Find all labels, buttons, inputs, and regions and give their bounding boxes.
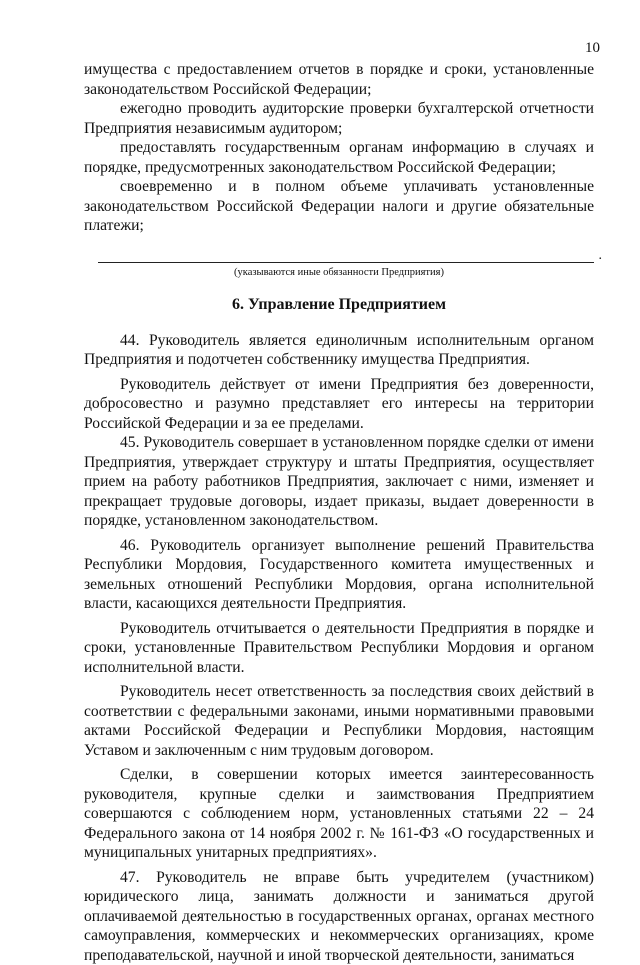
fill-in-end-mark: . [599, 246, 603, 266]
paragraph-46-deals: Сделки, в совершении которых имеется заинтересованность руководителя, крупные сделки и заимствования Предприятием совершаются с соблюдением норм, установленных статьями 22 – 24 Федерального закона от 14 ноября 2002 г. № 161-ФЗ «О государственных и муниципальных унитарных предприятиях». [84, 765, 594, 863]
paragraph-44: 44. Руководитель является единоличным исполнительным органом Предприятия и подотчетен собственнику имущества Предприятия. [84, 331, 594, 370]
document-body [84, 60, 594, 965]
section-heading: 6. Управление Предприятием [84, 295, 594, 315]
paragraph-45: 45. Руководитель совершает в установленном порядке сделки от имени Предприятия, утверждает структуру и штаты Предприятия, осуществляет прием на работу работников Предприятия, заключает с ними, изменяет и прекращает трудовые договоры, издает приказы, выдает доверенности в порядке, установленном законодательством. [84, 433, 594, 531]
fill-in-line [98, 248, 594, 263]
duty-taxes-paragraph: своевременно и в полном объеме уплачивать установленные законодательством Российской Федерации налоги и другие обязательные платежи; [84, 177, 594, 236]
paragraph-47: 47. Руководитель не вправе быть учредителем (участником) юридического лица, занимать должности и заниматься другой оплачиваемой деятельностью в государственных органах, органах местного самоуправления, коммерческих и некоммерческих организациях, кроме преподавательской, научной и иной творческой деятельности, заниматься [84, 868, 594, 965]
page-number: 10 [560, 40, 600, 57]
paragraph-44-cont: Руководитель действует от имени Предприятия без доверенности, добросовестно и разумно представляет его интересы на территории Российской Федерации и за ее пределами. [84, 375, 594, 434]
fill-in-hint: (указываются иные обязанности Предприятия) [84, 266, 594, 279]
paragraph-46-responsibility: Руководитель несет ответственность за последствия своих действий в соответствии с федеральными законами, иными нормативными правовыми актами Российской Федерации и Республики Мордовия, настоящим Уставом и заключенным с ним трудовым договором. [84, 682, 594, 760]
fill-in-block [84, 248, 594, 279]
continued-paragraph: имущества с предоставлением отчетов в порядке и сроки, установленные законодательством Российской Федерации; [84, 60, 594, 99]
duty-info-paragraph: предоставлять государственным органам информацию в случаях и порядке, предусмотренных законодательством Российской Федерации; [84, 138, 594, 177]
paragraph-46-report: Руководитель отчитывается о деятельности Предприятия в порядке и сроки, установленные Правительством Республики Мордовия и органом исполнительной власти. [84, 619, 594, 678]
paragraph-46: 46. Руководитель организует выполнение решений Правительства Республики Мордовия, Государственного комитета имущественных и земельных отношений Республики Мордовия, органа исполнительной власти, касающихся деятельности Предприятия. [84, 536, 594, 614]
duty-audit-paragraph: ежегодно проводить аудиторские проверки бухгалтерской отчетности Предприятия независимым аудитором; [84, 99, 594, 138]
